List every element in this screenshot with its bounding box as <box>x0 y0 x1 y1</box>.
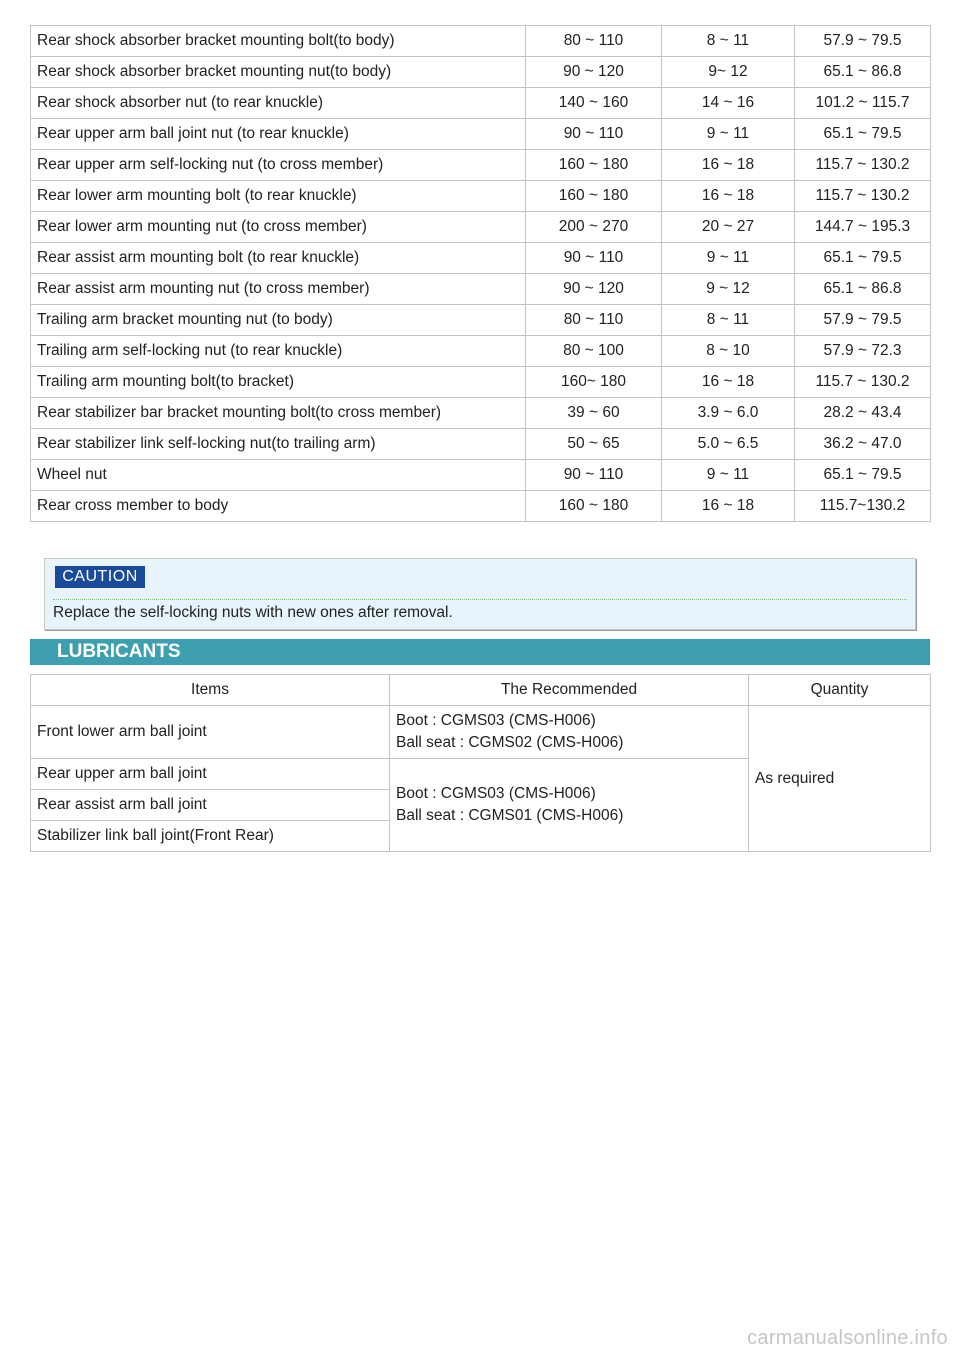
recommended-line: Ball seat : CGMS02 (CMS-H006) <box>396 734 624 751</box>
torque-kgfm: 20 ~ 27 <box>662 212 795 243</box>
footer-watermark: carmanualsonline.info <box>747 1327 948 1349</box>
lubricants-header-row <box>31 675 931 706</box>
lube-item: Rear assist arm ball joint <box>31 790 390 821</box>
recommended-line: Boot : CGMS03 (CMS-H006) <box>396 712 596 729</box>
torque-item: Trailing arm mounting bolt(to bracket) <box>31 367 526 398</box>
table-row <box>31 706 931 759</box>
torque-spec-table <box>30 25 931 522</box>
table-row <box>31 88 931 119</box>
torque-kgfm: 5.0 ~ 6.5 <box>662 429 795 460</box>
torque-nm: 160 ~ 180 <box>526 491 662 522</box>
torque-item: Rear lower arm mounting bolt (to rear knuckle) <box>31 181 526 212</box>
caution-badge: CAUTION <box>55 566 145 588</box>
torque-item: Wheel nut <box>31 460 526 491</box>
table-row <box>31 305 931 336</box>
torque-item: Rear stabilizer bar bracket mounting bolt(to cross member) <box>31 398 526 429</box>
table-row <box>31 181 931 212</box>
torque-kgfm: 3.9 ~ 6.0 <box>662 398 795 429</box>
table-row <box>31 429 931 460</box>
torque-item: Rear shock absorber bracket mounting nut(to body) <box>31 57 526 88</box>
torque-kgfm: 9 ~ 11 <box>662 460 795 491</box>
torque-item: Rear upper arm self-locking nut (to cross member) <box>31 150 526 181</box>
table-row <box>31 119 931 150</box>
torque-lbft: 115.7 ~ 130.2 <box>795 367 931 398</box>
torque-nm: 90 ~ 120 <box>526 57 662 88</box>
recommended-line: Boot : CGMS03 (CMS-H006) <box>396 785 596 802</box>
torque-item: Rear shock absorber bracket mounting bolt(to body) <box>31 26 526 57</box>
torque-nm: 160 ~ 180 <box>526 150 662 181</box>
torque-lbft: 65.1 ~ 86.8 <box>795 57 931 88</box>
table-row <box>31 460 931 491</box>
torque-item: Trailing arm self-locking nut (to rear knuckle) <box>31 336 526 367</box>
torque-item: Rear stabilizer link self-locking nut(to trailing arm) <box>31 429 526 460</box>
torque-kgfm: 16 ~ 18 <box>662 181 795 212</box>
caution-box <box>44 558 916 630</box>
header-quantity: Quantity <box>749 675 931 706</box>
torque-kgfm: 8 ~ 10 <box>662 336 795 367</box>
torque-nm: 80 ~ 110 <box>526 26 662 57</box>
recommended-line: Ball seat : CGMS01 (CMS-H006) <box>396 807 624 824</box>
table-row <box>31 212 931 243</box>
torque-lbft: 65.1 ~ 79.5 <box>795 119 931 150</box>
torque-nm: 80 ~ 100 <box>526 336 662 367</box>
lube-item: Front lower arm ball joint <box>31 706 390 759</box>
torque-kgfm: 16 ~ 18 <box>662 150 795 181</box>
torque-item: Rear assist arm mounting nut (to cross member) <box>31 274 526 305</box>
lube-recommended <box>390 706 749 759</box>
torque-kgfm: 16 ~ 18 <box>662 367 795 398</box>
torque-lbft: 57.9 ~ 79.5 <box>795 26 931 57</box>
torque-lbft: 115.7~130.2 <box>795 491 931 522</box>
torque-nm: 90 ~ 110 <box>526 460 662 491</box>
table-row <box>31 243 931 274</box>
torque-nm: 39 ~ 60 <box>526 398 662 429</box>
torque-nm: 160~ 180 <box>526 367 662 398</box>
lube-item: Stabilizer link ball joint(Front Rear) <box>31 821 390 852</box>
lubricants-table <box>30 674 931 852</box>
table-row <box>31 26 931 57</box>
torque-item: Rear lower arm mounting nut (to cross member) <box>31 212 526 243</box>
table-row <box>31 57 931 88</box>
caution-divider <box>53 599 907 600</box>
torque-kgfm: 8 ~ 11 <box>662 26 795 57</box>
torque-nm: 140 ~ 160 <box>526 88 662 119</box>
torque-lbft: 65.1 ~ 86.8 <box>795 274 931 305</box>
torque-kgfm: 8 ~ 11 <box>662 305 795 336</box>
torque-lbft: 57.9 ~ 72.3 <box>795 336 931 367</box>
lube-recommended <box>390 759 749 852</box>
torque-item: Rear shock absorber nut (to rear knuckle) <box>31 88 526 119</box>
torque-lbft: 144.7 ~ 195.3 <box>795 212 931 243</box>
torque-kgfm: 9 ~ 12 <box>662 274 795 305</box>
torque-nm: 90 ~ 120 <box>526 274 662 305</box>
table-row <box>31 274 931 305</box>
torque-lbft: 65.1 ~ 79.5 <box>795 460 931 491</box>
caution-text: Replace the self-locking nuts with new ones after removal. <box>53 604 453 621</box>
torque-kgfm: 14 ~ 16 <box>662 88 795 119</box>
torque-lbft: 101.2 ~ 115.7 <box>795 88 931 119</box>
torque-nm: 200 ~ 270 <box>526 212 662 243</box>
torque-table-body <box>31 26 931 522</box>
table-row <box>31 336 931 367</box>
torque-lbft: 115.7 ~ 130.2 <box>795 150 931 181</box>
torque-lbft: 115.7 ~ 130.2 <box>795 181 931 212</box>
header-recommended: The Recommended <box>390 675 749 706</box>
torque-item: Rear assist arm mounting bolt (to rear knuckle) <box>31 243 526 274</box>
torque-item: Rear upper arm ball joint nut (to rear knuckle) <box>31 119 526 150</box>
torque-lbft: 57.9 ~ 79.5 <box>795 305 931 336</box>
torque-nm: 160 ~ 180 <box>526 181 662 212</box>
torque-kgfm: 16 ~ 18 <box>662 491 795 522</box>
table-row <box>31 398 931 429</box>
torque-lbft: 65.1 ~ 79.5 <box>795 243 931 274</box>
torque-item: Trailing arm bracket mounting nut (to body) <box>31 305 526 336</box>
torque-kgfm: 9 ~ 11 <box>662 243 795 274</box>
lube-quantity: As required <box>749 706 931 852</box>
torque-nm: 80 ~ 110 <box>526 305 662 336</box>
header-items: Items <box>31 675 390 706</box>
torque-nm: 90 ~ 110 <box>526 243 662 274</box>
lubricants-section-header: LUBRICANTS <box>30 639 930 665</box>
torque-lbft: 36.2 ~ 47.0 <box>795 429 931 460</box>
torque-nm: 50 ~ 65 <box>526 429 662 460</box>
lube-item: Rear upper arm ball joint <box>31 759 390 790</box>
torque-kgfm: 9~ 12 <box>662 57 795 88</box>
table-row <box>31 367 931 398</box>
table-row <box>31 150 931 181</box>
table-row <box>31 491 931 522</box>
torque-kgfm: 9 ~ 11 <box>662 119 795 150</box>
torque-lbft: 28.2 ~ 43.4 <box>795 398 931 429</box>
torque-nm: 90 ~ 110 <box>526 119 662 150</box>
torque-item: Rear cross member to body <box>31 491 526 522</box>
